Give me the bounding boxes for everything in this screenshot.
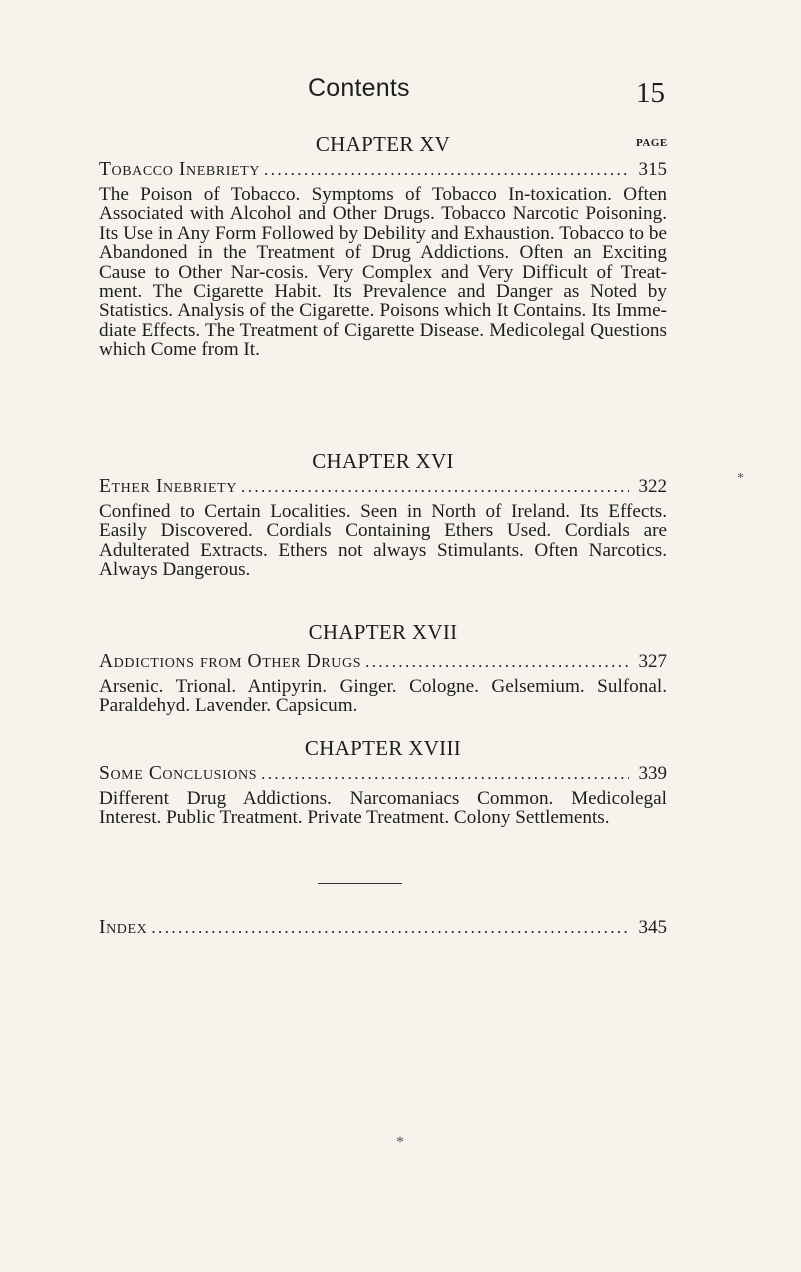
dot-leader	[365, 649, 629, 675]
index-entry	[99, 915, 667, 941]
chapter-summary: Different Drug Addictions. Narcomaniacs Common. Medicolegal Interest. Public Treatment. Private Treatment. Colony Settlements.	[99, 788, 667, 829]
dot-leader	[151, 915, 629, 941]
entry-page: 339	[638, 763, 667, 784]
print-speck: *	[396, 1134, 404, 1151]
entry-title: Ether Inebriety	[99, 476, 238, 497]
entry-page: 327	[638, 651, 667, 672]
running-head	[0, 74, 801, 114]
chapter-summary: Arsenic. Trional. Antipyrin. Ginger. Cologne. Gelsemium. Sulfonal. Paraldehyd. Lavender. Capsicum.	[99, 676, 667, 717]
chapter-summary: The Poison of Tobacco. Symptoms of Tobacco In-toxication. Often Associated with Alcohol and Other Drugs. Tobacco Narcotic Poisoning. Its Use in Any Form Followed by Debility and Exhaustion. Tobacco to be Abandoned in the Treatment of Drug Addictions. Often an Exciting Cause to Other Nar-cosis. Very Complex and Very Difficult of Treat-ment. The Cigarette Habit. Its Prevalence and Danger as Noted by Statistics. Analysis of the Cigarette. Poisons which It Contains. Its Imme-diate Effects. The Treatment of Cigarette Disease. Medicolegal Questions which Come from It.	[99, 184, 667, 361]
entry-title: Tobacco Inebriety	[99, 159, 261, 180]
entry-title: Index	[99, 917, 148, 938]
entry-title: Some Conclusions	[99, 763, 258, 784]
toc-entry	[99, 761, 667, 787]
print-speck: *	[737, 471, 744, 486]
chapter-heading: CHAPTER XVIII	[304, 736, 462, 760]
chapter-heading: CHAPTER XVI	[312, 449, 454, 473]
page-column-label: PAGE	[636, 137, 668, 149]
chapter-xvii	[99, 619, 667, 716]
entry-title: Addictions from Other Drugs	[99, 651, 362, 672]
chapter-heading: CHAPTER XVII	[308, 620, 458, 644]
chapter-xviii	[99, 735, 667, 828]
entry-page: 315	[638, 159, 667, 180]
dot-leader	[264, 157, 629, 183]
dot-leader	[261, 761, 629, 787]
toc-entry	[99, 915, 667, 941]
toc-entry	[99, 157, 667, 183]
chapter-xvi	[99, 448, 667, 580]
section-divider	[318, 883, 402, 884]
entry-page: 345	[638, 917, 667, 938]
chapter-xv	[99, 131, 667, 360]
running-title: Contents	[308, 74, 410, 102]
page-number: 15	[636, 77, 665, 109]
dot-leader	[241, 474, 629, 500]
chapter-heading: CHAPTER XV	[315, 132, 451, 156]
entry-page: 322	[638, 476, 667, 497]
toc-entry	[99, 649, 667, 675]
toc-entry	[99, 474, 667, 500]
chapter-summary: Confined to Certain Localities. Seen in North of Ireland. Its Effects. Easily Discovered. Cordials Containing Ethers Used. Cordials are Adulterated Extracts. Ethers not always Stimulants. Often Narcotics. Always Dangerous.	[99, 501, 667, 581]
